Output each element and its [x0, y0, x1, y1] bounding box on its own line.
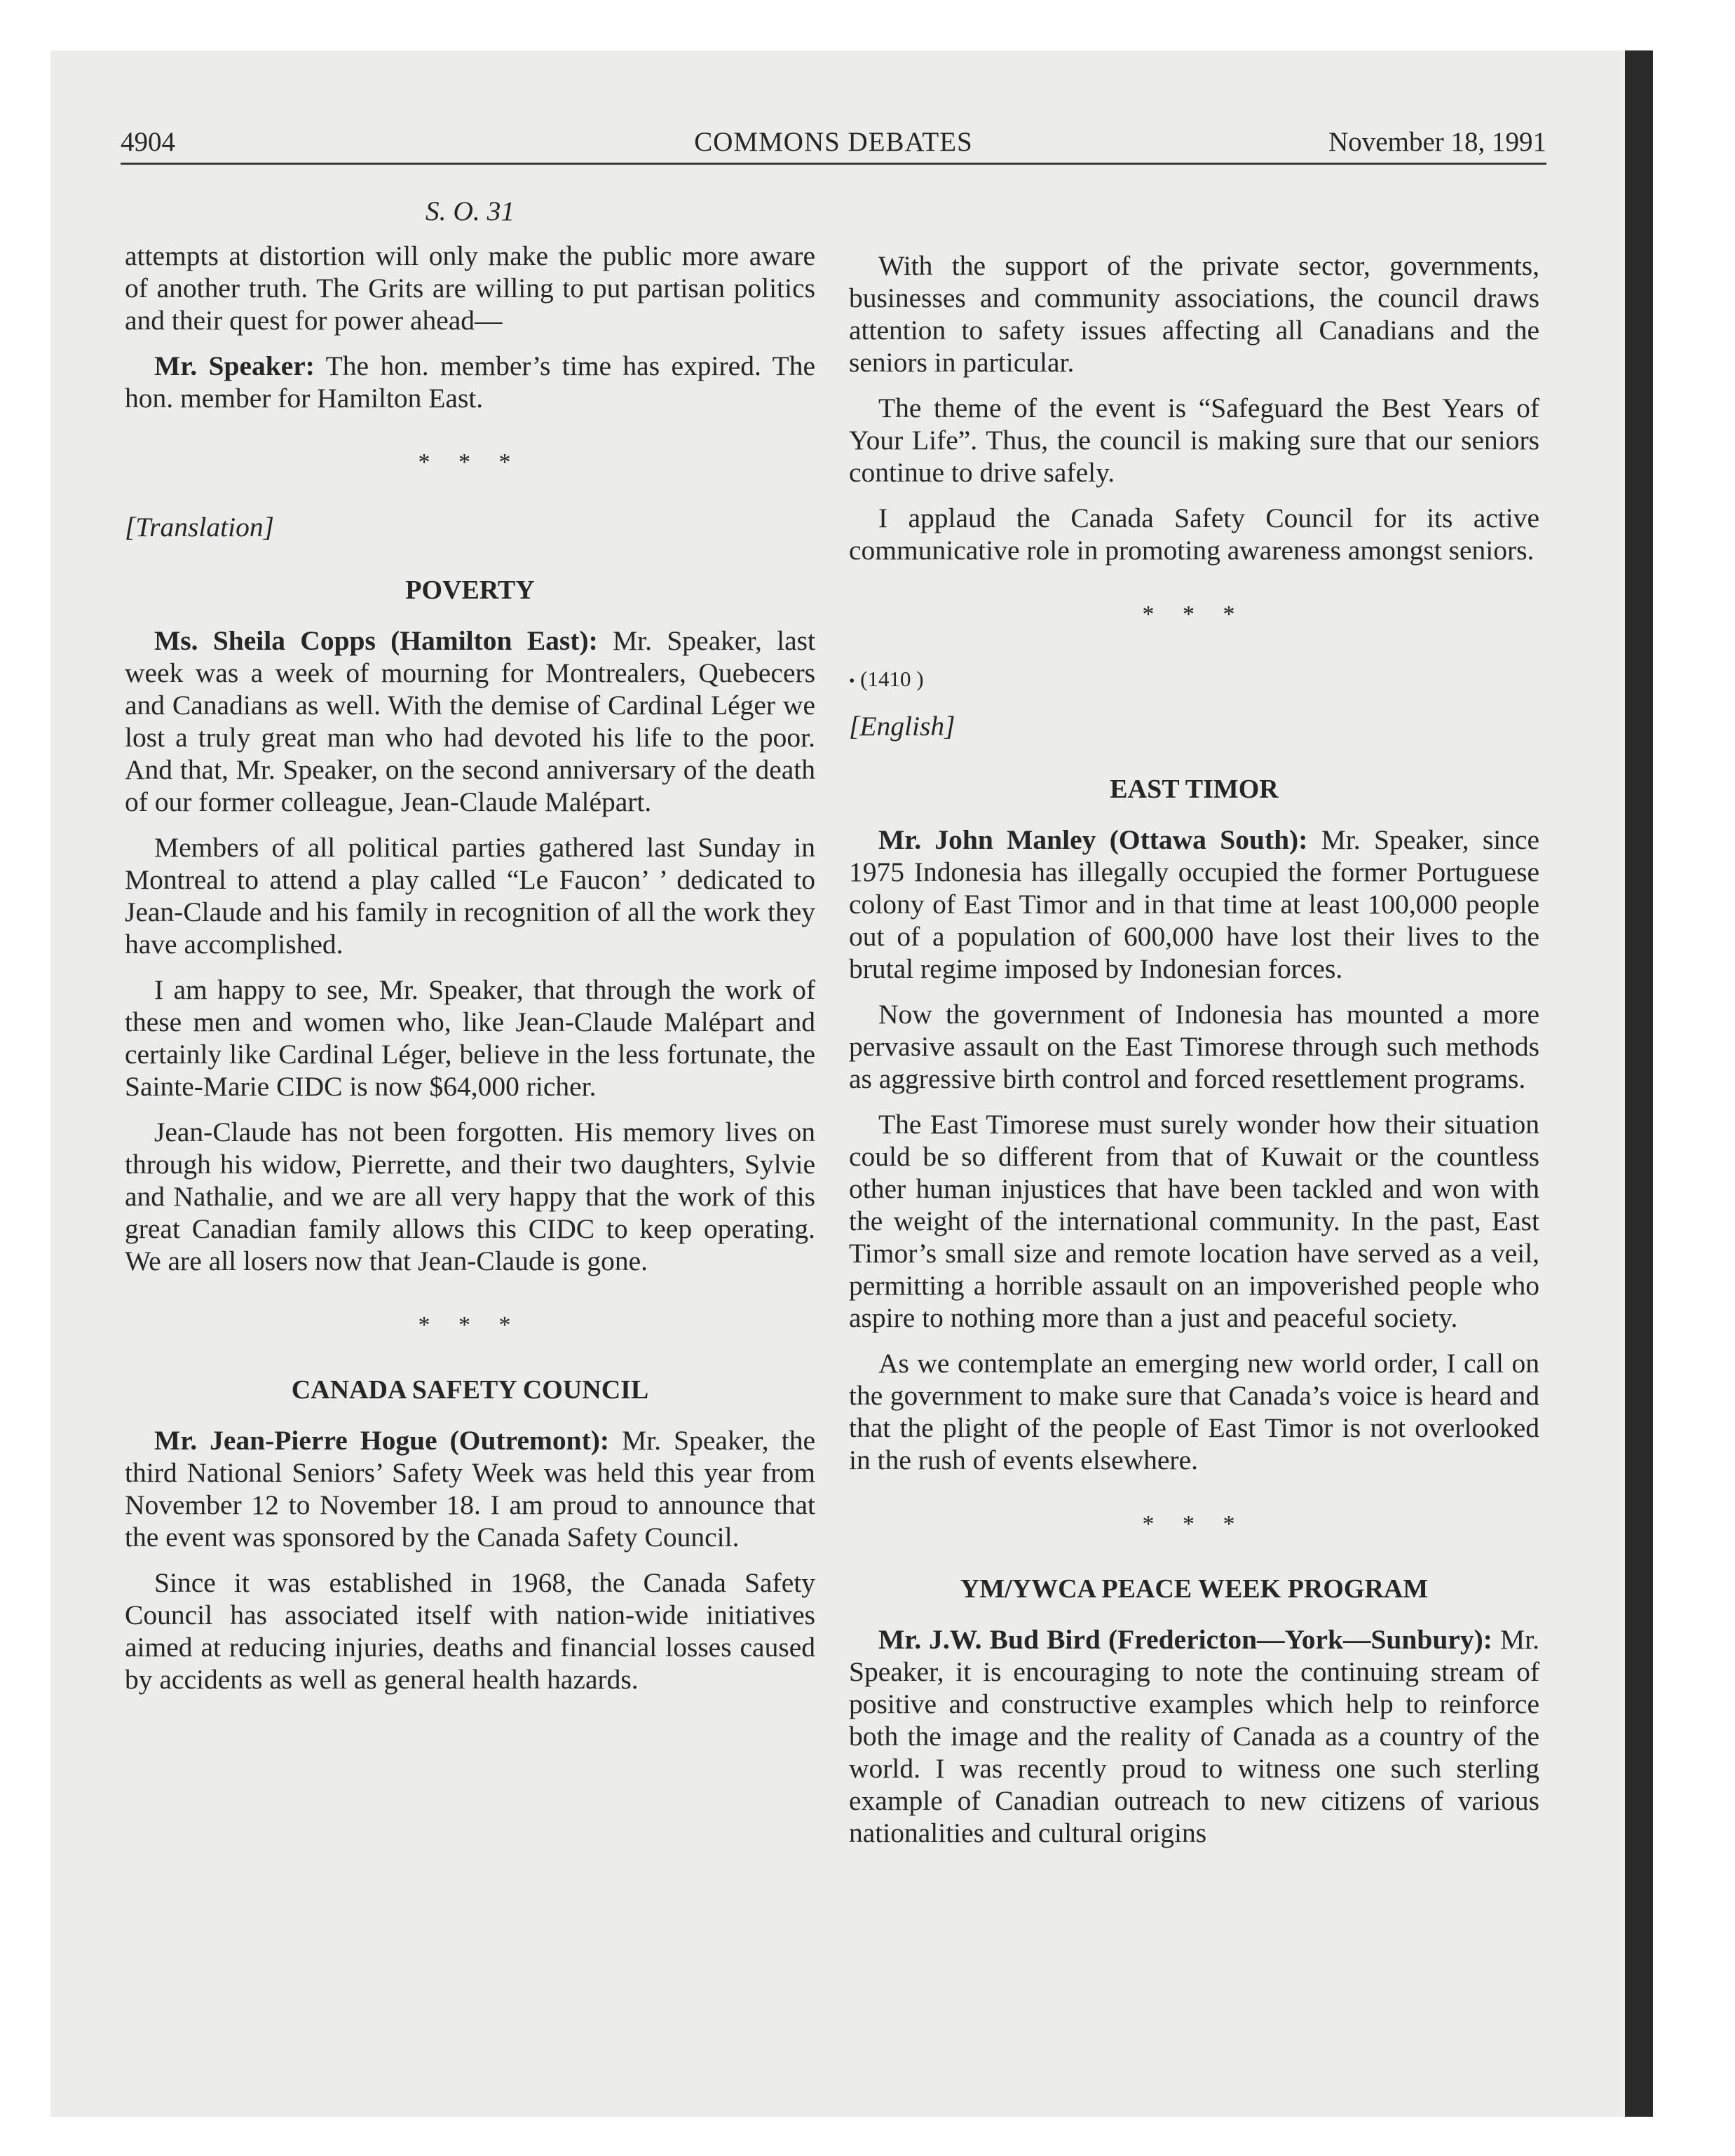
- time-value: (1410 ): [860, 667, 924, 691]
- paragraph: Since it was established in 1968, the Canada Safety Council has associated itself with nation-wide initiatives aimed at reducing injuries, deaths and financial losses caused by accidents as well as general health hazards.: [125, 1567, 815, 1695]
- paragraph: [125, 625, 815, 818]
- paragraph: Now the government of Indonesia has mounted a more pervasive assault on the East Timorese through such methods as aggressive birth control and forced resettlement programs.: [849, 998, 1539, 1094]
- section-heading: YM/YWCA PEACE WEEK PROGRAM: [960, 1574, 1429, 1604]
- time-stamp: [849, 663, 1539, 697]
- translation-tag: [Translation]: [125, 512, 274, 543]
- speech-text: Mr. Speaker, since 1975 Indonesia has illegally occupied the former Portuguese colony of East Timor and in that time at least 100,000 people out of a population of 600,000 have lost their lives to the brutal regime imposed by Indonesian forces.: [849, 824, 1539, 984]
- standing-order-label: S. O. 31: [425, 196, 515, 226]
- paragraph: The theme of the event is “Safeguard the Best Years of Your Life”. Thus, the council is making sure that our seniors continue to drive safely.: [849, 393, 1539, 488]
- right-column: [849, 250, 1539, 1862]
- section-separator: * * *: [418, 449, 522, 475]
- speaker-name: Mr. Speaker:: [154, 350, 315, 381]
- paragraph: [849, 824, 1539, 985]
- paragraph: The East Timorese must surely wonder how their situation could be so different from that of Kuwait or the countless other human injustices that have been tackled and won with the weight of the international community. In the past, East Timor’s small size and remote location have served as a veil, permitting a horrible assault on an impoverished people who aspire to nothing more than a just and peaceful society.: [849, 1108, 1539, 1333]
- page-date: November 18, 1991: [1328, 127, 1546, 157]
- scan-edge-shadow: [1625, 50, 1653, 2117]
- speaker-name: Mr. John Manley (Ottawa South):: [878, 824, 1308, 855]
- speaker-name: Ms. Sheila Copps (Hamilton East):: [154, 625, 598, 656]
- paragraph: attempts at distortion will only make the public more aware of another truth. The Grits are willing to put partisan politics and their quest for power ahead—: [125, 240, 815, 336]
- speech-text: Mr. Speaker, the third National Seniors’ Safety Week was held this year from November 12 to November 18. I am proud to announce that the event was sponsored by the Canada Safety Council.: [125, 1425, 815, 1553]
- paragraph: Jean-Claude has not been forgotten. His memory lives on through his widow, Pierrette, and their two daughters, Sylvie and Nathalie, and we are all very happy that the work of this great Canadian family allows this CIDC to keep operating. We are all losers now that Jean-Claude is gone.: [125, 1117, 815, 1276]
- section-separator: * * *: [1142, 1510, 1246, 1537]
- left-column: [125, 195, 815, 1709]
- paragraph: [849, 1623, 1539, 1849]
- speech-text: The hon. member’s time has expired. The hon. member for Hamilton East.: [125, 350, 815, 414]
- paragraph: I applaud the Canada Safety Council for its active communicative role in promoting awareness amongst seniors.: [849, 503, 1539, 566]
- section-separator: * * *: [1142, 601, 1246, 627]
- paragraph: With the support of the private sector, governments, businesses and community associations, the council draws attention to safety issues affecting all Canadians and the seniors in particular.: [849, 250, 1539, 378]
- section-separator: * * *: [418, 1312, 522, 1338]
- speaker-name: Mr. Jean-Pierre Hogue (Outremont):: [154, 1425, 610, 1456]
- section-heading: CANADA SAFETY COUNCIL: [291, 1375, 649, 1405]
- section-heading: POVERTY: [405, 575, 535, 605]
- section-heading: EAST TIMOR: [1110, 774, 1279, 804]
- page-header: [121, 125, 1546, 165]
- speech-text: Mr. Speaker, last week was a week of mourning for Montrealers, Quebecers and Canadians as well. With the demise of Cardinal Léger we lost a truly great man who had devoted his life to the poor. And that, Mr. Speaker, on the second anniversary of the death of our former colleague, Jean-Claude Malépart.: [125, 625, 815, 817]
- speaker-name: Mr. J.W. Bud Bird (Fredericton—York—Sunbury):: [878, 1623, 1492, 1655]
- publication-title: COMMONS DEBATES: [694, 127, 973, 157]
- language-tag: [English]: [849, 710, 955, 742]
- paragraph: [125, 350, 815, 414]
- speech-text: Mr. Speaker, it is encouraging to note the continuing stream of positive and constructive examples which help to reinforce both the image and the reality of Canada as a country of the world. I was recently proud to witness one such sterling example of Canadian outreach to new citizens of various nationalities and cultural origins: [849, 1623, 1539, 1848]
- paragraph: I am happy to see, Mr. Speaker, that through the work of these men and women who, like Jean-Claude Malépart and certainly like Cardinal Léger, believe in the less fortunate, the Sainte-Marie CIDC is now $64,000 richer.: [125, 974, 815, 1102]
- paragraph: Members of all political parties gathered last Sunday in Montreal to attend a play called “Le Faucon’ ’ dedicated to Jean-Claude and his family in recognition of all the work they have accomplished.: [125, 832, 815, 960]
- paragraph: [125, 1424, 815, 1553]
- bullet-icon: •: [849, 671, 855, 690]
- paragraph: As we contemplate an emerging new world order, I call on the government to make sure that Canada’s voice is heard and that the plight of the people of East Timor is not overlooked in the rush of events elsewhere.: [849, 1347, 1539, 1475]
- page-number: 4904: [121, 127, 175, 157]
